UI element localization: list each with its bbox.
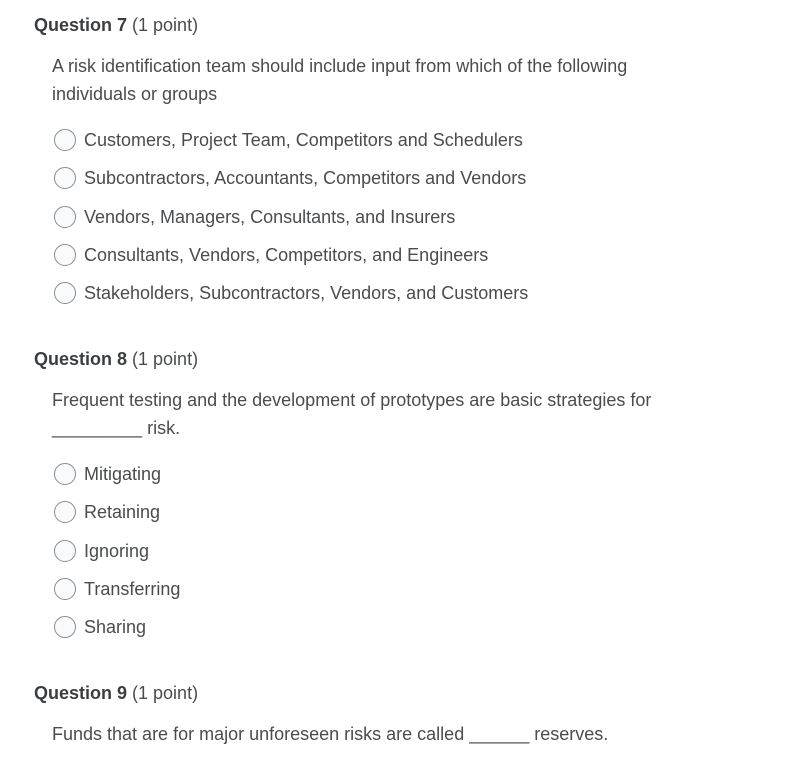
- answer-option-label[interactable]: Sharing: [84, 617, 147, 638]
- answer-option[interactable]: [54, 532, 774, 570]
- answer-option[interactable]: [54, 570, 774, 608]
- question-heading: [34, 348, 774, 370]
- answer-option[interactable]: [54, 493, 774, 531]
- question-prompt-line: A risk identification team should include input from which of the following: [52, 56, 628, 76]
- question-title: Question 9: [34, 683, 128, 703]
- answer-option[interactable]: [54, 455, 774, 493]
- radio-button[interactable]: [54, 463, 76, 485]
- question-title: Question 8: [34, 349, 128, 369]
- question-points: (1 point): [132, 683, 199, 703]
- answer-option-label[interactable]: Retaining: [84, 502, 161, 523]
- radio-button[interactable]: [54, 578, 76, 600]
- question-8: [34, 348, 774, 646]
- radio-button[interactable]: [54, 167, 76, 189]
- answer-option[interactable]: [54, 159, 774, 197]
- question-title: Question 7: [34, 15, 128, 35]
- question-prompt-line: individuals or groups: [52, 84, 218, 104]
- question-points: (1 point): [132, 349, 199, 369]
- question-prompt: [52, 720, 774, 748]
- radio-button[interactable]: [54, 540, 76, 562]
- answer-option-label[interactable]: Transferring: [84, 579, 181, 600]
- answer-option[interactable]: [54, 274, 774, 312]
- question-prompt-line: _________ risk.: [52, 418, 181, 438]
- question-prompt-line: Funds that are for major unforeseen risks are called ______ reserves.: [52, 724, 609, 744]
- question-heading: [34, 682, 774, 704]
- radio-button[interactable]: [54, 501, 76, 523]
- radio-button[interactable]: [54, 206, 76, 228]
- answer-option-label[interactable]: Stakeholders, Subcontractors, Vendors, and Customers: [84, 283, 529, 304]
- answer-option-label[interactable]: Consultants, Vendors, Competitors, and Engineers: [84, 245, 489, 266]
- answer-option-label[interactable]: Vendors, Managers, Consultants, and Insurers: [84, 206, 456, 227]
- question-heading: [34, 14, 774, 36]
- answer-option[interactable]: [54, 236, 774, 274]
- radio-button[interactable]: [54, 244, 76, 266]
- answer-option-label[interactable]: Ignoring: [84, 540, 150, 561]
- answer-options: [54, 121, 774, 312]
- radio-button[interactable]: [54, 282, 76, 304]
- answer-option-label[interactable]: Subcontractors, Accountants, Competitors and Vendors: [84, 168, 527, 189]
- answer-option[interactable]: [54, 121, 774, 159]
- answer-option-label[interactable]: Mitigating: [84, 464, 162, 485]
- answer-option[interactable]: [54, 198, 774, 236]
- question-7: [34, 14, 774, 312]
- answer-option[interactable]: [54, 608, 774, 646]
- question-9: [34, 682, 774, 748]
- radio-button[interactable]: [54, 616, 76, 638]
- question-prompt-line: Frequent testing and the development of prototypes are basic strategies for: [52, 390, 652, 410]
- question-prompt: [52, 52, 774, 108]
- radio-button[interactable]: [54, 129, 76, 151]
- question-prompt: [52, 386, 774, 442]
- answer-option-label[interactable]: Customers, Project Team, Competitors and Schedulers: [84, 130, 523, 151]
- answer-options: [54, 455, 774, 646]
- question-points: (1 point): [132, 15, 199, 35]
